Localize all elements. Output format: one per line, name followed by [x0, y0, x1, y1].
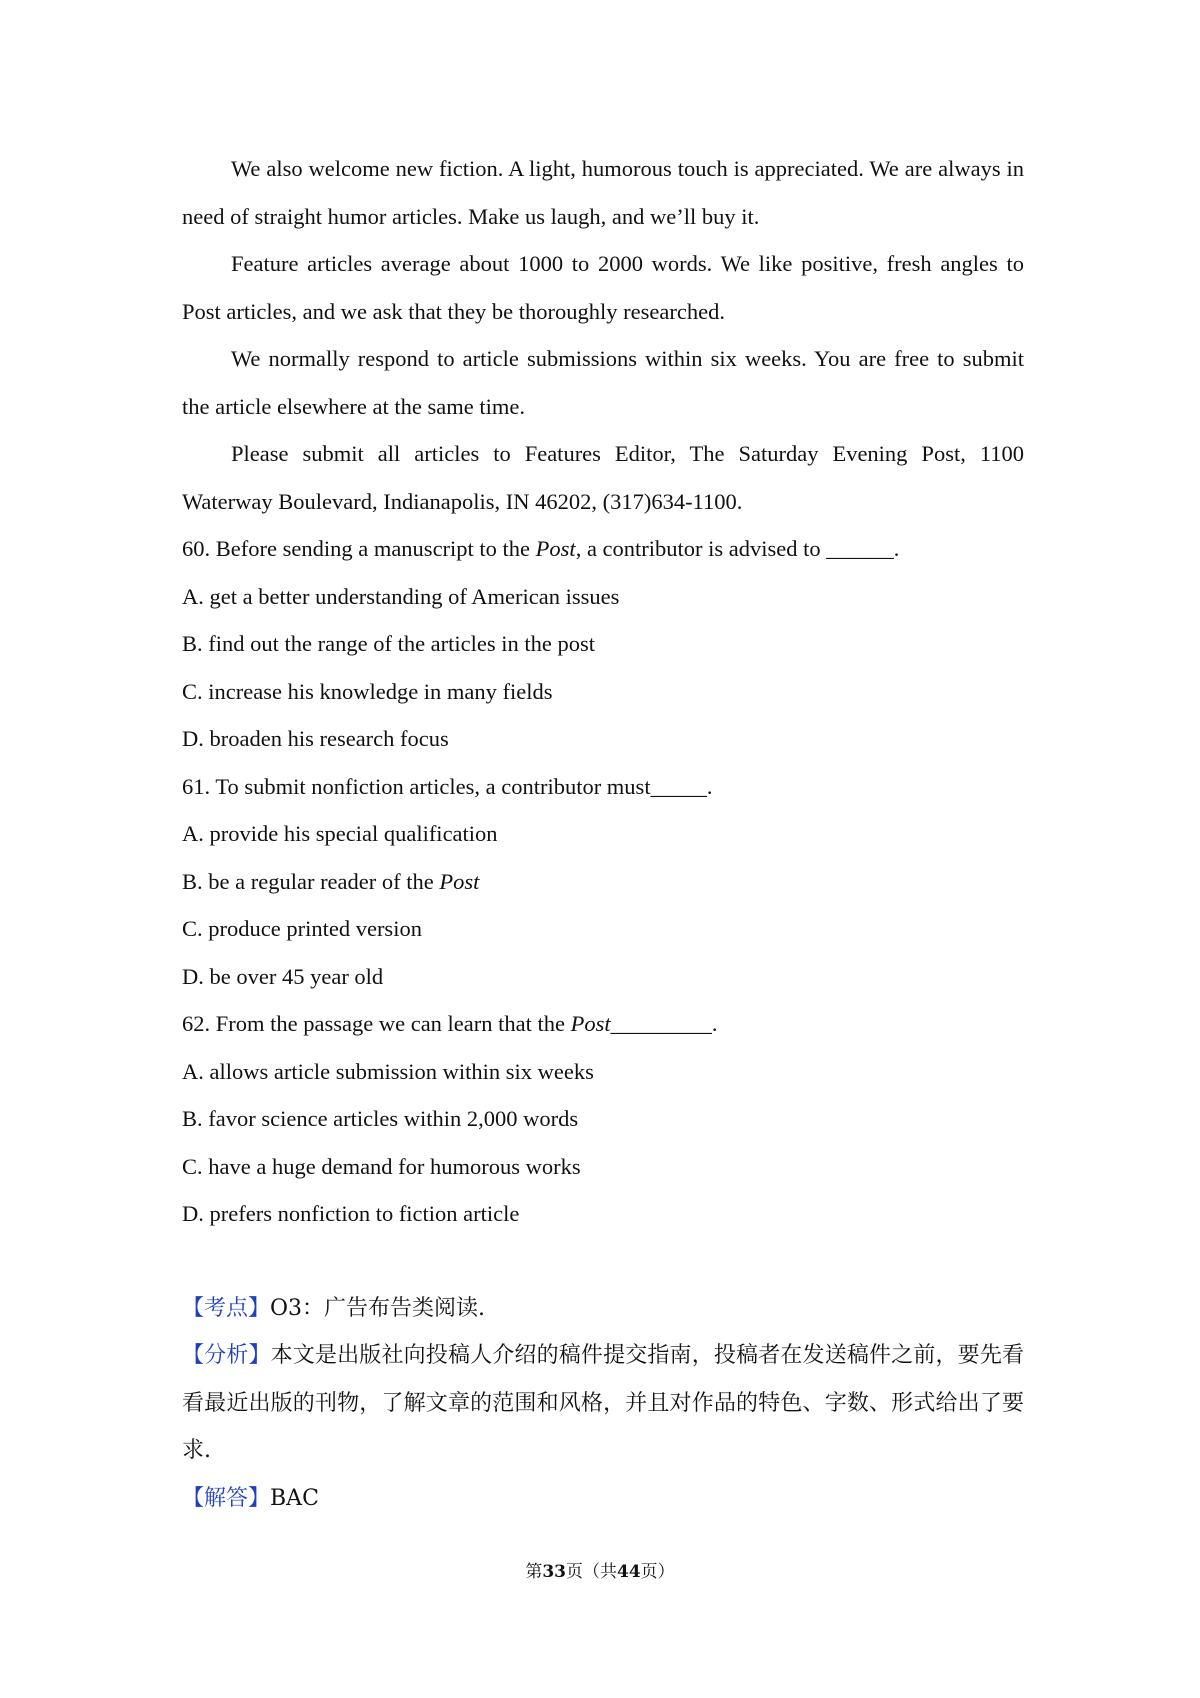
- question-stem-text: 62. From the passage we can learn that the: [182, 1011, 571, 1036]
- passage-paragraph-2: Feature articles average about 1000 to 2000 words. We like positive, fresh angles to Post articles, and we ask that they be thoroughly researched.: [182, 251, 1024, 324]
- footer-total-pages: 44: [617, 1562, 641, 1582]
- footer-prefix: 第: [525, 1562, 543, 1582]
- jieda-line: [182, 1475, 1024, 1523]
- question-62-stem: [182, 1000, 1024, 1048]
- question-stem-tail: _________.: [610, 1011, 718, 1036]
- footer-page-number: 33: [542, 1562, 566, 1582]
- question-60-option-c: C. increase his knowledge in many fields: [182, 678, 553, 704]
- question-60-stem: [182, 525, 1024, 573]
- option-text: B. be a regular reader of the: [182, 868, 440, 894]
- footer-middle: 页（共: [566, 1562, 617, 1582]
- question-stem-italic: Post: [570, 1011, 611, 1036]
- section-gap: [182, 1238, 1024, 1285]
- question-62-option-d: D. prefers nonfiction to fiction article: [182, 1201, 520, 1226]
- kaodian-text: O3：广告布告类阅读.: [270, 1295, 486, 1321]
- passage-paragraph-3: We normally respond to article submissions within six weeks. You are free to submit the article elsewhere at the same time.: [182, 346, 1024, 419]
- footer-suffix: 页）: [640, 1562, 675, 1582]
- question-60-option-d: D. broaden his research focus: [182, 726, 449, 751]
- question-62-option-b: B. favor science articles within 2,000 words: [182, 1106, 579, 1131]
- fenxi-text: 本文是出版社向投稿人介绍的稿件提交指南，投稿者在发送稿件之前，要先看看最近出版的刊物，了解文章的范围和风格，并且对作品的特色、字数、形式给出了要求.: [182, 1343, 1024, 1463]
- question-stem-italic: Post: [535, 536, 576, 561]
- fenxi-label: 【分析】: [182, 1343, 271, 1368]
- jieda-text: BAC: [270, 1485, 319, 1511]
- passage-paragraph-1: We also welcome new fiction. A light, humorous touch is appreciated. We are always in need of straight humor articles. Make us laugh, and we’ll buy it.: [182, 156, 1024, 229]
- question-61-option-d: D. be over 45 year old: [182, 963, 384, 989]
- passage-paragraph-4: Please submit all articles to Features Editor, The Saturday Evening Post, 1100 Waterway Boulevard, Indianapolis, IN 46202, (317)634-1100.: [182, 441, 1024, 514]
- question-60-option-a: A. get a better understanding of American issues: [182, 583, 620, 609]
- jieda-label: 【解答】: [182, 1485, 271, 1511]
- page-content: [182, 145, 1024, 1522]
- question-62-option-a: A. allows article submission within six weeks: [182, 1058, 594, 1084]
- question-stem-tail: , a contributor is advised to ______.: [575, 536, 900, 561]
- fenxi-paragraph: [182, 1332, 1024, 1475]
- question-61-stem: 61. To submit nonfiction articles, a contributor must_____.: [182, 773, 713, 799]
- question-61-option-b: [182, 858, 1024, 906]
- question-60-option-b: B. find out the range of the articles in the post: [182, 631, 596, 656]
- kaodian-line: [182, 1285, 1024, 1333]
- question-stem-text: 60. Before sending a manuscript to the: [182, 536, 536, 561]
- kaodian-label: 【考点】: [182, 1295, 271, 1321]
- page-footer: [0, 1560, 1200, 1584]
- question-61-option-a: A. provide his special qualification: [182, 821, 498, 846]
- question-61-option-c: C. produce printed version: [182, 916, 422, 941]
- question-62-option-c: C. have a huge demand for humorous works: [182, 1153, 581, 1179]
- option-italic: Post: [439, 868, 480, 894]
